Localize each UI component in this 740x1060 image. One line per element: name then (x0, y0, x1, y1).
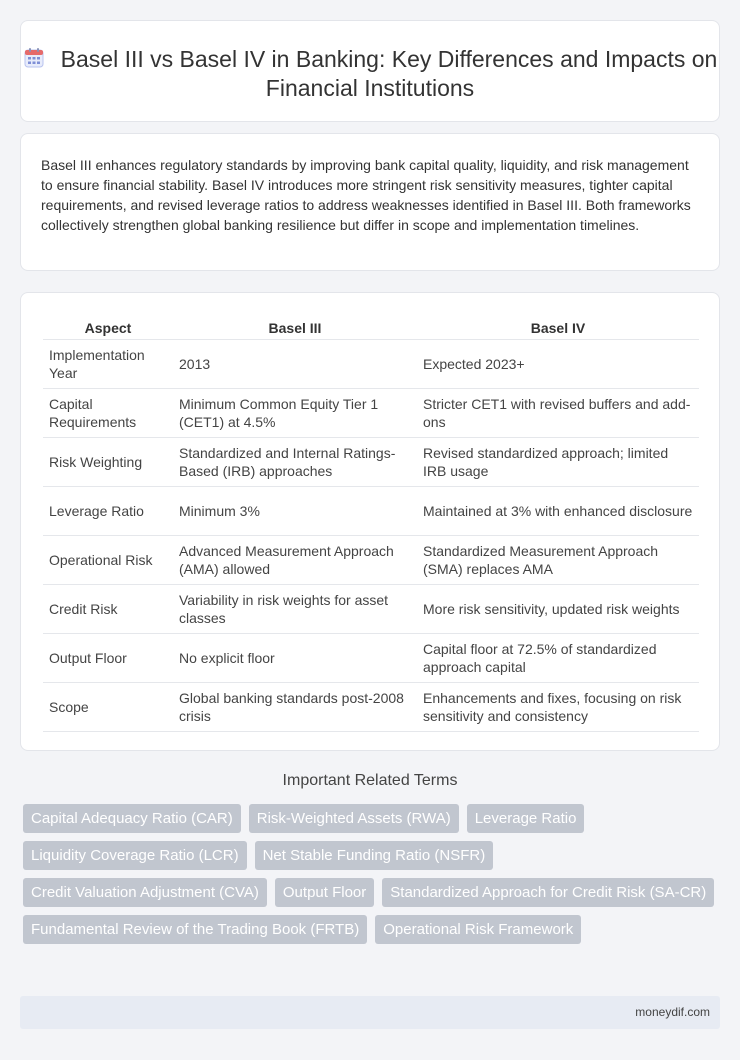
cell-aspect: Scope (43, 682, 173, 731)
cell-basel-iii: Variability in risk weights for asset classes (173, 584, 417, 633)
header-basel-iv: Basel IV (530, 319, 586, 336)
tag-output-floor[interactable]: Output Floor (275, 878, 374, 907)
tag-operational-risk-framework[interactable]: Operational Risk Framework (375, 915, 581, 944)
tag-net-stable-funding-ratio[interactable]: Net Stable Funding Ratio (NSFR) (255, 841, 494, 870)
cell-basel-iv: Standardized Measurement Approach (SMA) replaces AMA (417, 535, 699, 584)
table-row (43, 584, 699, 633)
cell-basel-iv: Stricter CET1 with revised buffers and add-ons (417, 388, 699, 437)
tag-credit-valuation-adjustment[interactable]: Credit Valuation Adjustment (CVA) (23, 878, 267, 907)
title-card (20, 20, 720, 122)
tag-standardized-approach-credit-risk[interactable]: Standardized Approach for Credit Risk (SA-CR) (382, 878, 714, 907)
intro-card (20, 133, 720, 271)
footer (20, 996, 720, 1029)
table-row (43, 339, 699, 388)
cell-basel-iv: Capital floor at 72.5% of standardized approach capital (417, 633, 699, 682)
related-terms-tags (23, 804, 723, 944)
cell-basel-iii: Global banking standards post-2008 crisis (173, 682, 417, 731)
cell-basel-iv: More risk sensitivity, updated risk weights (417, 584, 699, 633)
cell-basel-iv: Enhancements and fixes, focusing on risk sensitivity and consistency (417, 682, 699, 731)
cell-basel-iv: Maintained at 3% with enhanced disclosure (417, 486, 699, 535)
table-header-row (43, 313, 699, 339)
footer-site[interactable]: moneydif.com (635, 1005, 710, 1019)
table-row (43, 535, 699, 584)
cell-basel-iv: Revised standardized approach; limited IRB usage (417, 437, 699, 486)
tag-liquidity-coverage-ratio[interactable]: Liquidity Coverage Ratio (LCR) (23, 841, 247, 870)
calendar-icon (23, 47, 45, 69)
table-row (43, 437, 699, 486)
cell-aspect: Risk Weighting (43, 437, 173, 486)
cell-basel-iii: Standardized and Internal Ratings-Based (IRB) approaches (173, 437, 417, 486)
cell-basel-iii: 2013 (173, 339, 417, 388)
related-terms-heading: Important Related Terms (282, 772, 458, 789)
cell-aspect: Output Floor (43, 633, 173, 682)
table-row (43, 682, 699, 731)
table-row (43, 486, 699, 535)
comparison-table (43, 313, 699, 732)
table-row (43, 633, 699, 682)
cell-aspect: Implementation Year (43, 339, 173, 388)
comparison-card (20, 292, 720, 751)
cell-basel-iv: Expected 2023+ (417, 339, 699, 388)
cell-aspect: Leverage Ratio (43, 486, 173, 535)
table-row (43, 388, 699, 437)
cell-basel-iii: Minimum Common Equity Tier 1 (CET1) at 4.5% (173, 388, 417, 437)
cell-basel-iii: No explicit floor (173, 633, 417, 682)
cell-aspect: Capital Requirements (43, 388, 173, 437)
header-aspect: Aspect (84, 319, 132, 336)
cell-aspect: Operational Risk (43, 535, 173, 584)
cell-basel-iii: Minimum 3% (173, 486, 417, 535)
cell-basel-iii: Advanced Measurement Approach (AMA) allowed (173, 535, 417, 584)
tag-risk-weighted-assets[interactable]: Risk-Weighted Assets (RWA) (249, 804, 459, 833)
tag-leverage-ratio[interactable]: Leverage Ratio (467, 804, 585, 833)
tag-fundamental-review-trading-book[interactable]: Fundamental Review of the Trading Book (FRTB) (23, 915, 367, 944)
cell-aspect: Credit Risk (43, 584, 173, 633)
header-basel-iii: Basel III (268, 319, 322, 336)
page-title (21, 45, 719, 103)
intro-text: Basel III enhances regulatory standards by improving bank capital quality, liquidity, and risk management to ensure financial stability. Basel IV introduces more stringent risk sensitivity measures, tighter capital requirements, and revised leverage ratios to address weaknesses identified in Basel III. Both frameworks collectively strengthen global banking resilience but differ in scope and implementation timelines. (41, 157, 691, 233)
title-text: Basel III vs Basel IV in Banking: Key Differences and Impacts on Financial Institutions (60, 46, 718, 101)
tag-capital-adequacy-ratio[interactable]: Capital Adequacy Ratio (CAR) (23, 804, 241, 833)
